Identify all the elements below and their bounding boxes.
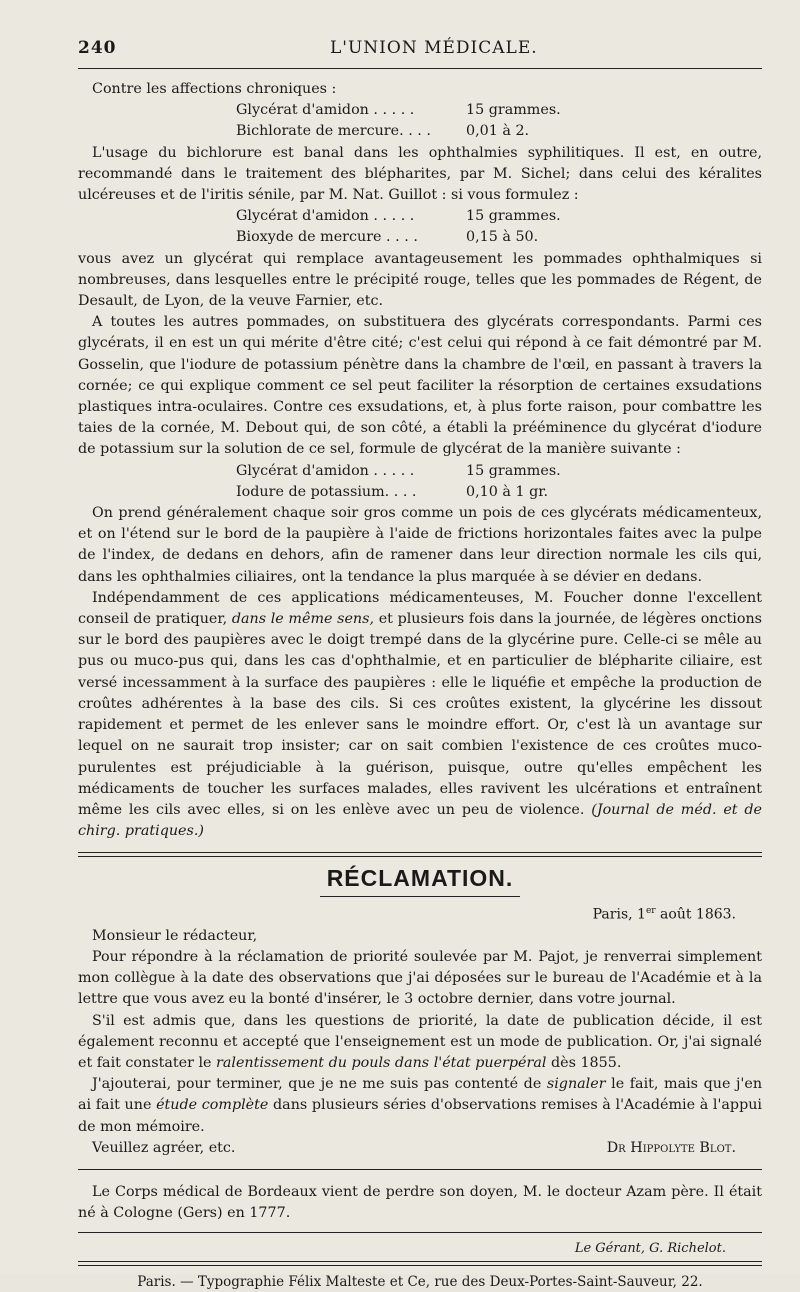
formula-2 [78,206,762,248]
dateline [78,901,762,926]
footer-rule [78,1232,762,1233]
paragraph: vous avez un glycérat qui remplace avantageusement les pommades ophthalmiques si nombreuses, dans lesquelles entre le précipité rouge, telles que les pommades de Régent, de Desault, de Lyon, de la veuve Farnier, etc. [78,250,762,310]
running-head [78,34,762,60]
page-number: 240 [78,38,117,58]
paragraph: L'usage du bichlorure est banal dans les ophthalmies syphilitiques. Il est, en outre, recommandé dans le traitement des blépharites, par M. Sichel; dans celui des kéralites ulcéreuses et de l'iritis sénile, par M. Nat. Guillot : si vous formulez : [78,144,762,204]
paragraph [78,588,762,842]
ingredient-amount: 0,10 à 1 gr. [466,483,549,500]
ingredient-name: Iodure de potassium. . . . [236,483,417,500]
ingredient-amount: 0,15 à 50. [466,229,539,246]
text-run: Indépendamment de ces applications médicamenteuses, M. Foucher donne l'excellent conseil de pratiquer, [78,589,762,628]
ingredient-name: Glycérat d'amidon . . . . . [236,462,415,479]
dateline-date: août 1863. [655,906,736,923]
ingredient-amount: 15 grammes. [466,208,561,225]
closing: Veuillez agréer, etc. [92,1139,236,1156]
text-run: dès 1855. [550,1054,622,1071]
ingredient-amount: 15 grammes. [466,462,561,479]
ingredient-name: Glycérat d'amidon . . . . . [236,102,415,119]
signature: Dr Hippolyte Blot. [606,1139,736,1156]
formula-row [236,121,762,142]
heading-rule [320,896,520,897]
paragraph [78,1011,762,1075]
paragraph: Pour répondre à la réclamation de priorité soulevée par M. Pajot, je renverrai simplement mon collègue à la date des observations que j'ai déposées sur le bureau de l'Académie et à la lettre que vous avez eu la bonté d'insérer, le 3 octobre dernier, dans votre journal. [78,948,762,1008]
italic-run: signaler [546,1076,606,1093]
source-citation: (Journal de méd. et de chirg. pratiques.) [78,801,762,840]
text-run: le fait, mais que j'en ai fait une [78,1076,763,1114]
text-run: dans plusieurs séries d'observations remises à l'Académie à l'appui de mon mémoire. [78,1097,763,1135]
ingredient-name: Bioxyde de mercure . . . . [236,229,418,246]
italic-run: étude complète [156,1097,269,1114]
closing-block [78,1138,762,1159]
formula-row [236,227,762,248]
paragraph: A toutes les autres pommades, on substituera des glycérats correspondants. Parmi ces glycérats, il en est un qui mérite d'être cité; c'est celui qui répond à ce fait démontré par M. Gosselin, que l'iodure de potassium pénètre dans la chambre de l'œil, en passant à travers la cornée; ce qui explique comment ce sel peut faciliter la résorption de certaines exsudations plastiques intra-oculaires. Contre ces exsudations, et, à plus forte raison, pour combattre les taies de la cornée, M. Debout qui, de son côté, a établi la prééminence du glycérat d'iodure de potassium sur la solution de ce sel, formule de glycérat de la manière suivante : [78,314,762,458]
formula-row [236,482,762,503]
formula-row [236,206,762,227]
formula-row [236,100,762,121]
imprint-rule [78,1261,762,1266]
paragraph [78,1074,762,1138]
ingredient-name: Bichlorate de mercure. . . . [236,123,431,140]
gerant-line: Le Gérant, G. Richelot. [574,1241,726,1257]
italic-run: ralentissement du pouls dans l'état puerpéral [216,1054,547,1071]
dateline-place: Paris, 1 [592,906,646,923]
obituary-notice: Le Corps médical de Bordeaux vient de perdre son doyen, M. le docteur Azam père. Il était né à Cologne (Gers) en 1777. [78,1183,762,1221]
section-heading: RÉCLAMATION. [326,865,514,892]
formula-3 [78,461,762,503]
ingredient-name: Glycérat d'amidon . . . . . [236,208,415,225]
text-run: S'il est admis que, dans les questions de priorité, la date de publication décide, il est également reconnu et accepté que l'enseignement est un mode de publication. Or, j'ai signalé et fait constater le [78,1012,762,1071]
section-double-rule [78,852,762,857]
paragraph: On prend généralement chaque soir gros comme un pois de ces glycérats médicamenteux, et on l'étend sur le bord de la paupière à l'aide de frictions horizontales faites avec la pulpe de l'index, de dedans en dehors, afin de ramener dans leur direction normale les cils qui, dans les ophthalmies ciliaires, ont la tendance la plus marquée à se dévier en dedans. [78,505,762,585]
formula-row [236,461,762,482]
ingredient-amount: 15 grammes. [466,102,561,119]
imprint: Paris. — Typographie Félix Malteste et Ce, rue des Deux-Portes-Saint-Sauveur, 22. [137,1274,703,1291]
intro-line: Contre les affections chroniques : [92,81,337,97]
salutation: Monsieur le rédacteur, [92,927,258,944]
italic-run: dans le même sens, [231,611,375,628]
ingredient-amount: 0,01 à 2. [466,123,530,140]
dateline-sup: er [645,906,656,917]
journal-title: L'UNION MÉDICALE. [330,38,538,58]
text-run: J'ajouterai, pour terminer, que je ne me suis pas contenté de [92,1076,542,1093]
text-run: et plusieurs fois dans la journée, de légères onctions sur le bord des paupières avec le doigt trempé dans de la glycérine pure. Celle-ci se mêle au pus ou muco-pus qui, dans les cas d'ophthalmie, et en particulier de blépharite ciliaire, est versé incessamment à la surface des paupières : elle le liquéfie et empêche la production de croûtes adhérentes à la base des cils. Si ces croûtes existent, la glycérine les dissout rapidement et permet de les enlever sans le moindre effort. Or, c'est là un avantage sur lequel on ne saurait trop insister; car on sait combien l'existence de ces croûtes muco-purulentes est préjudiciable à la guérison, puisque, outre qu'elles empêchent les médicaments de toucher les surfaces malades, elles ravivent les ulcérations et entraînent même les cils avec elles, si on les enlève avec un peu de violence. [78,611,762,818]
formula-1 [78,100,762,142]
